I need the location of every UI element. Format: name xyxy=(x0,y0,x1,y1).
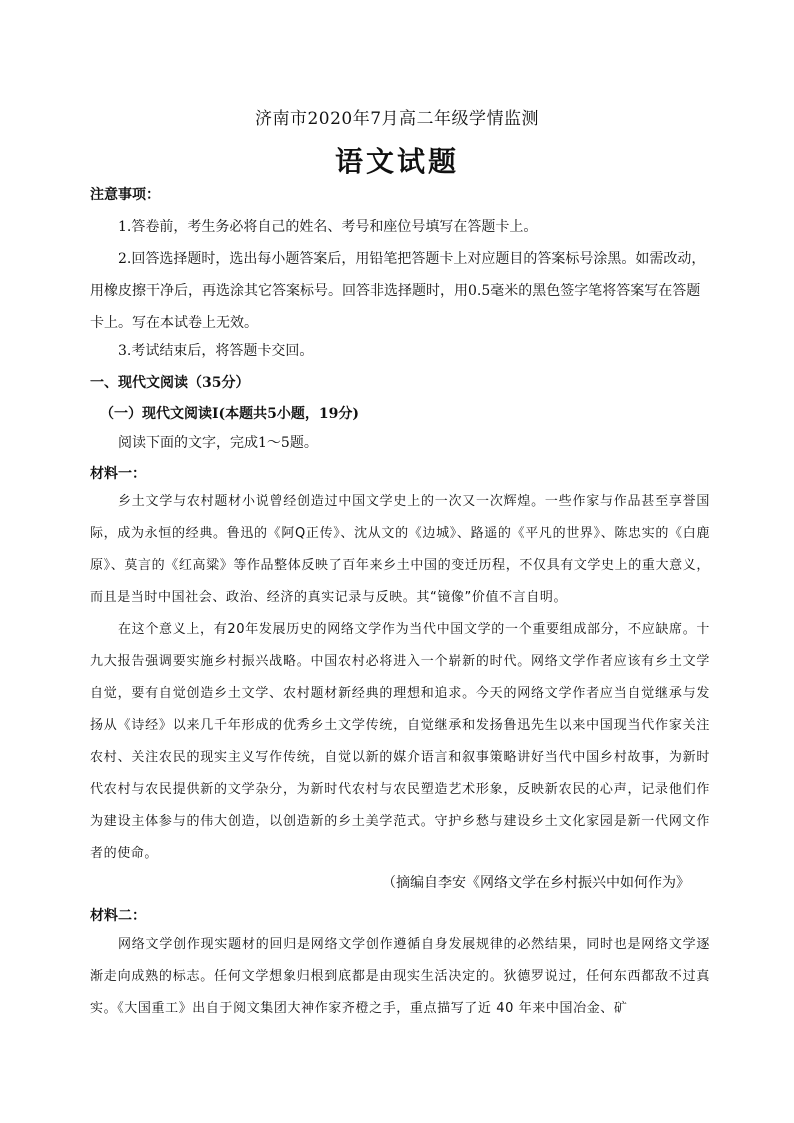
notice-item-3: 3.考试结束后，将答题卡交回。 xyxy=(118,343,314,359)
exam-title: 语文试题 xyxy=(334,145,459,178)
notice-item-2: 2.回答选择题时，选出每小题答案后，用铅笔把答题卡上对应题目的答案标号涂黑。如需改动，用橡皮擦干净后，再选涂其它答案标号。回答非选择题时，用0.5毫米的黑色签字笔将答案写在答题卡上。写在本试卷上无效。 xyxy=(90,251,706,331)
material1-label: 材料一： xyxy=(90,466,146,482)
material1-source: （摘编自李安《网络文学在乡村振兴中如何作为》 xyxy=(382,875,690,891)
material2-label: 材料二： xyxy=(90,908,146,924)
material1-paragraph-2: 在这个意义上，有20年发展历史的网络文学作为当代中国文学的一个重要组成部分，不应缺席。十九大报告强调要实施乡村振兴战略。中国农村必将进入一个崭新的时代。网络文学作者应该有乡土文学自觉，要有自觉创造乡土文学、农村题材新经典的理想和追求。今天的网络文学作者应当自觉继承与发扬从《诗经》以来几千年形成的优秀乡土文学传统，自觉继承和发扬鲁迅先生以来中国现当代作家关注农村、关注农民的现实主义写作传统，自觉以新的媒介语言和叙事策略讲好当代中国乡村故事，为新时代农村与农民提供新的文学杂分，为新时代农村与农民塑造艺术形象，反映新农民的心声，记录他们作为建设主体参与的伟大创造，以创造新的乡土美学范式。守护乡愁与建设乡土文化家园是新一代网文作者的使命。 xyxy=(90,622,710,861)
material2-paragraph-1: 网络文学创作现实题材的回归是网络文学创作遵循自身发展规律的必然结果，同时也是网络文学逐渐走向成熟的标志。任何文学想象归根到底都是由现实生活决定的。狄德罗说过，任何东西都敌不过真实。《大国重工》出自于阅文集团大神作家齐橙之手，重点描写了近 40 年来中国冶金、矿 xyxy=(90,937,710,1016)
section-instruction: 阅读下面的文字，完成1～5题。 xyxy=(118,435,318,451)
section-title: 一、现代文阅读（35分） xyxy=(90,375,250,391)
section-subtitle: （一）现代文阅读Ⅰ(本题共5小题，19分) xyxy=(100,406,360,422)
notice-heading: 注意事项： xyxy=(90,187,160,203)
material1-paragraph-1: 乡土文学与农村题材小说曾经创造过中国文学史上的一次又一次辉煌。一些作家与作品甚至享誉国际，成为永恒的经典。鲁迅的《阿Q正传》、沈从文的《边城》、路遥的《平凡的世界》、陈忠实的《白鹿原》、莫言的《红高粱》等作品整体反映了百年来乡土中国的变迁历程，不仅具有文学史上的重大意义，而且是当时中国社会、政治、经济的真实记录与反映。其“镜像”价值不言自明。 xyxy=(90,494,710,605)
exam-subtitle: 济南市2020年7月高二年级学情监测 xyxy=(254,109,540,129)
notice-item-1: 1.答卷前，考生务必将自己的姓名、考号和座位号填写在答题卡上。 xyxy=(118,219,538,235)
